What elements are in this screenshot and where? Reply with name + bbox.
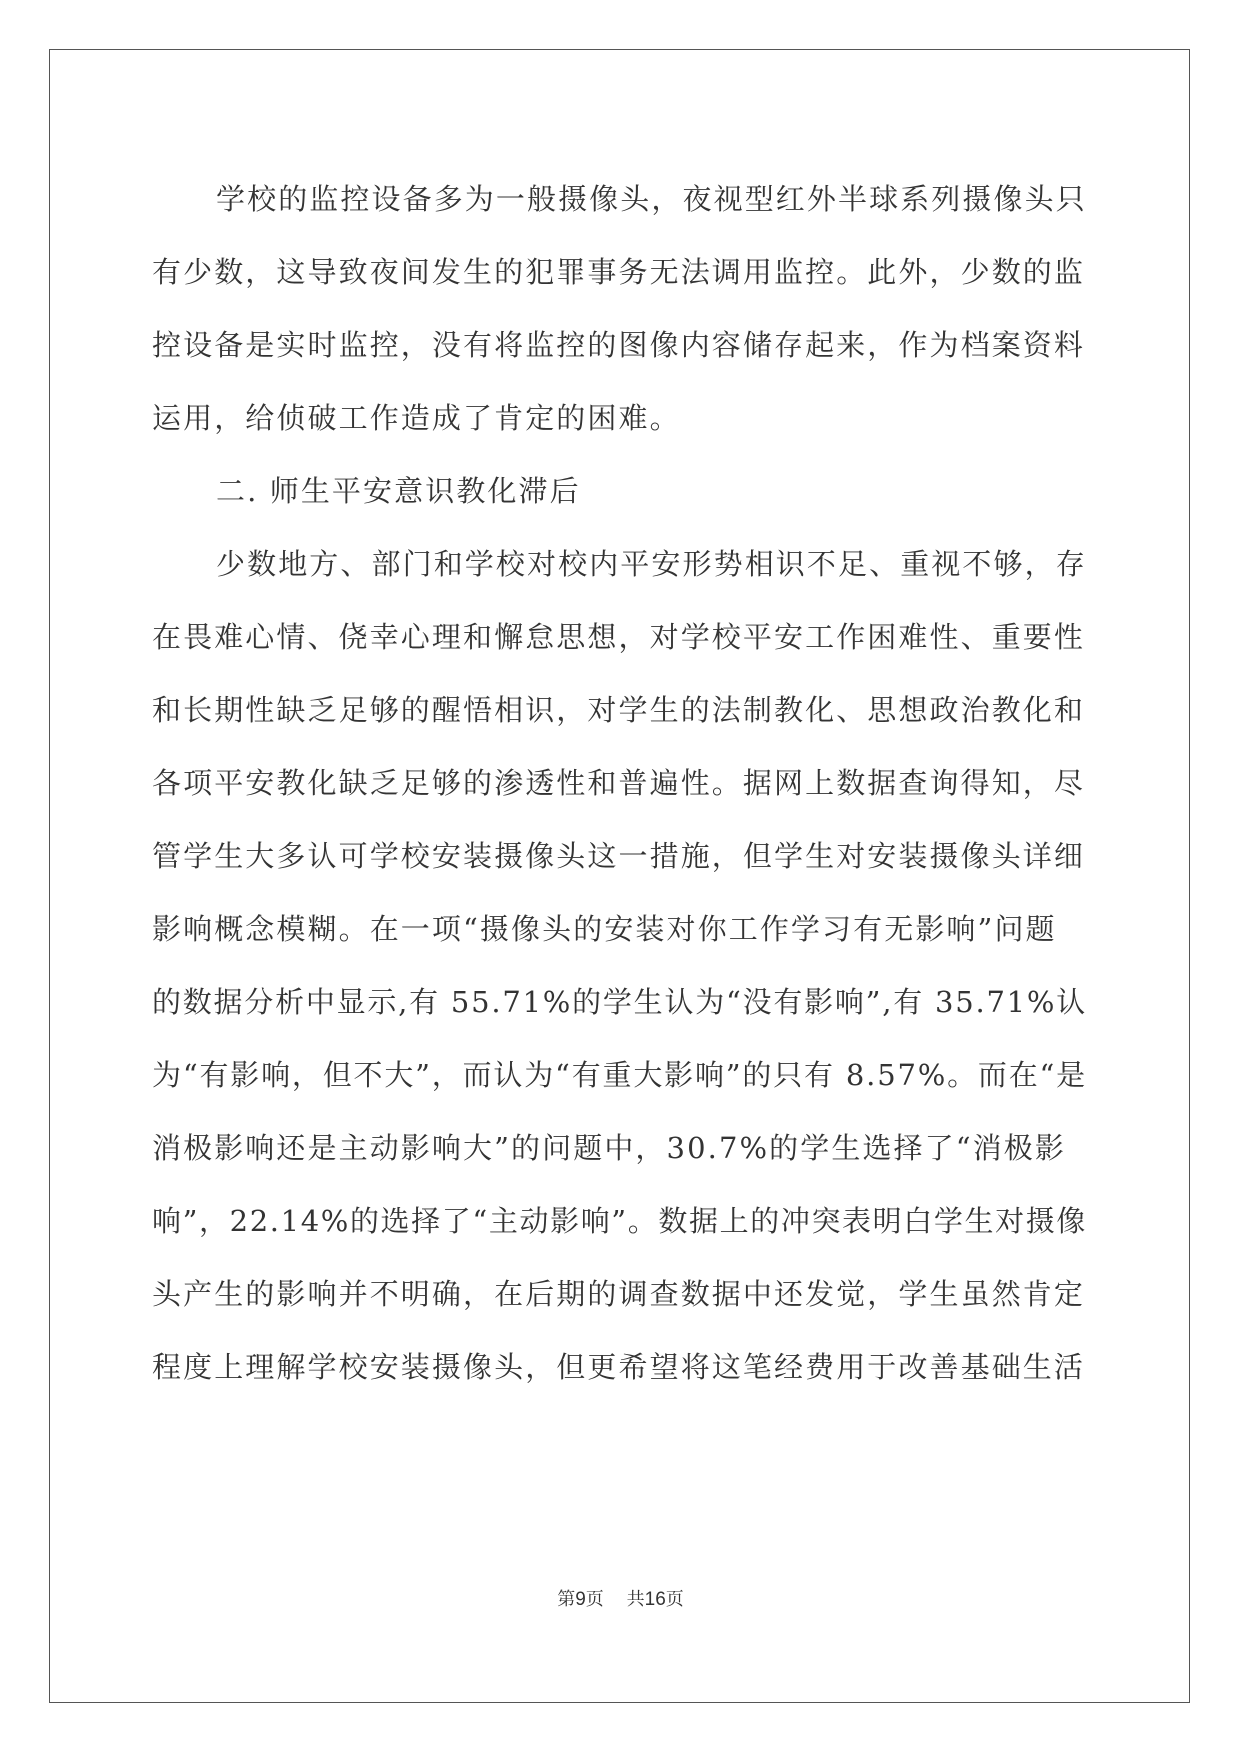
footer-prefix: 第	[557, 1589, 576, 1610]
paragraph-surveillance	[152, 163, 1087, 455]
heading-text: 二. 师生平安意识教化滞后	[216, 474, 581, 508]
paragraph-safety-awareness	[152, 528, 1087, 1404]
total-page-number: 16	[644, 1589, 666, 1610]
text-line: 管学生大多认可学校安装摄像头这一措施，但学生对安装摄像头详细	[152, 839, 1086, 873]
text-line: 的数据分析中显示,有 55.71%的学生认为“没有影响”,有 35.71%认	[152, 985, 1087, 1019]
text-line: 控设备是实时监控，没有将监控的图像内容储存起来，作为档案资料	[152, 328, 1086, 362]
text-line: 运用，给侦破工作造成了肯定的困难。	[152, 401, 681, 435]
text-line: 各项平安教化缺乏足够的渗透性和普遍性。据网上数据查询得知，尽	[152, 766, 1086, 800]
page-footer	[0, 1585, 1241, 1611]
footer-total-prefix: 共	[626, 1589, 645, 1610]
text-line: 影响概念模糊。在一项“摄像头的安装对你工作学习有无影响”问题	[152, 912, 1057, 946]
footer-page-suffix: 页	[585, 1589, 604, 1610]
text-line: 响”，22.14%的选择了“主动影响”。数据上的冲突表明白学生对摄像	[152, 1204, 1087, 1238]
footer-total-suffix: 页	[665, 1589, 684, 1610]
document-body	[152, 163, 1087, 1404]
text-line: 为“有影响，但不大”，而认为“有重大影响”的只有 8.57%。而在“是	[152, 1058, 1087, 1092]
current-page-number: 9	[575, 1589, 586, 1610]
text-line: 头产生的影响并不明确，在后期的调查数据中还发觉，学生虽然肯定	[152, 1277, 1086, 1311]
text-line: 程度上理解学校安装摄像头，但更希望将这笔经费用于改善基础生活	[152, 1350, 1086, 1384]
text-line: 有少数，这导致夜间发生的犯罪事务无法调用监控。此外，少数的监	[152, 255, 1086, 289]
text-line: 消极影响还是主动影响大”的问题中，30.7%的学生选择了“消极影	[152, 1131, 1066, 1165]
text-line: 少数地方、部门和学校对校内平安形势相识不足、重视不够，存	[216, 547, 1087, 581]
text-line: 和长期性缺乏足够的醒悟相识，对学生的法制教化、思想政治教化和	[152, 693, 1086, 727]
text-line: 学校的监控设备多为一般摄像头，夜视型红外半球系列摄像头只	[216, 182, 1087, 216]
section-heading	[152, 455, 1087, 528]
text-line: 在畏难心情、侥幸心理和懈怠思想，对学校平安工作困难性、重要性	[152, 620, 1086, 654]
